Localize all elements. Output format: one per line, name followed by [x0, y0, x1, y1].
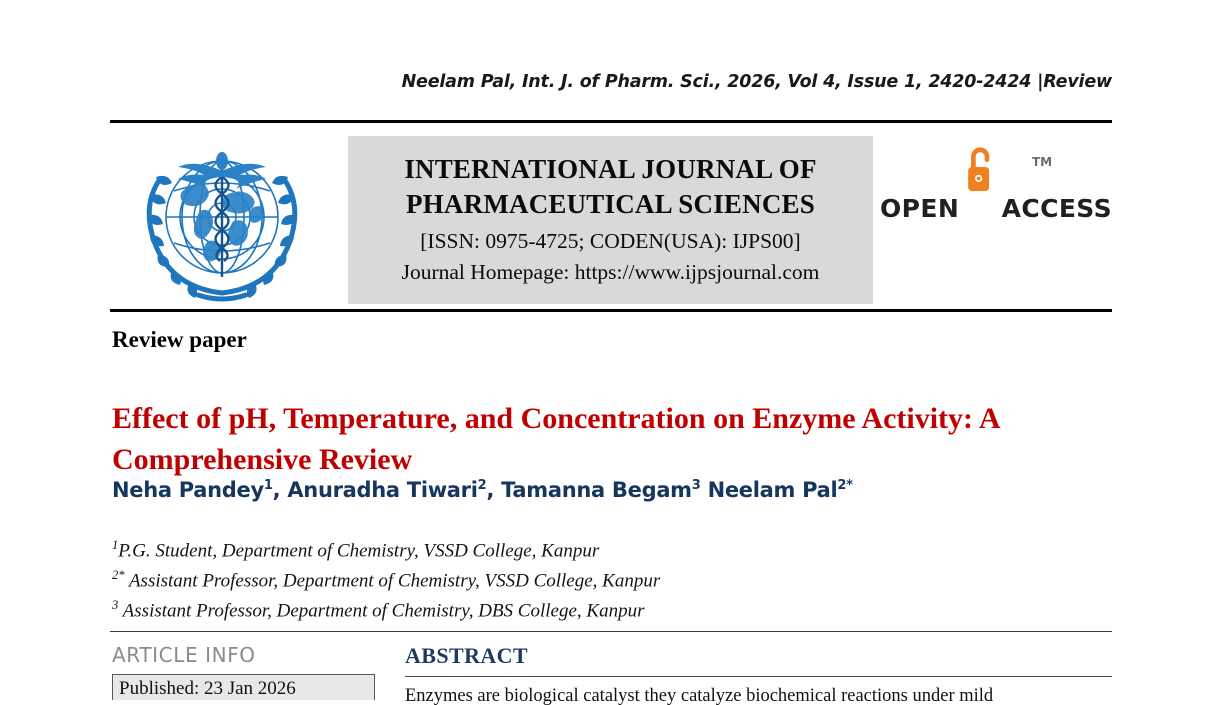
abstract-column	[405, 645, 1112, 705]
published-date: Published: 23 Jan 2026	[119, 678, 296, 699]
open-access-word-access: ACCESS	[1001, 193, 1112, 223]
abstract-heading: ABSTRACT	[405, 643, 529, 668]
abstract-text: Enzymes are biological catalyst they catalyze biochemical reactions under mild	[405, 686, 994, 705]
article-info-box	[112, 674, 375, 700]
trademark-icon: TM	[1032, 155, 1053, 169]
affiliation-marker: 2*	[112, 568, 125, 583]
author-name: Tamanna Begam	[501, 478, 692, 502]
author-affiliation-marker: 3	[691, 478, 701, 493]
paper-type-label: Review paper	[112, 327, 247, 352]
article-info-heading: ARTICLE INFO	[112, 643, 256, 667]
affiliation-line: $^{2*}$ Assistant Professor, Department of Chemistry, VSSD College, Kanpur	[112, 568, 661, 592]
open-access-word-open: OPEN	[880, 193, 960, 223]
journal-issn-line: [ISSN: 0975-4725; CODEN(USA): IJPS00]	[420, 228, 801, 253]
author-affiliation-marker: 2*	[837, 478, 853, 493]
journal-title-line-1: INTERNATIONAL JOURNAL OF	[404, 153, 817, 184]
who-globe-laurel-emblem	[122, 137, 322, 303]
open-access-logo	[880, 149, 1112, 257]
open-padlock-icon	[964, 144, 996, 240]
author-affiliation-marker: 1	[263, 478, 273, 493]
author-affiliation-marker: 2	[477, 478, 487, 493]
author-name: Anuradha Tiwari	[287, 478, 478, 502]
affiliation-marker: 3	[112, 598, 119, 613]
author-name: Neha Pandey	[112, 478, 264, 502]
affiliation-line: $^1$P.G. Student, Department of Chemistry, VSSD College, Kanpur	[112, 538, 600, 562]
journal-title-line-2: PHARMACEUTICAL SCIENCES	[406, 189, 815, 220]
abstract-divider	[405, 676, 1112, 677]
author-list: Neha Pandey$^1$, Anuradha Tiwari$^2$, Tamanna Begam$^3$ Neelam Pal$^{2*}$	[112, 478, 853, 502]
running-head: Neelam Pal, Int. J. of Pharm. Sci., 2026, Vol 4, Issue 1, 2420-2424 |Review	[401, 72, 1112, 92]
affiliation-list	[112, 536, 1092, 627]
journal-homepage-line: Journal Homepage: https://www.ijpsjournal.com	[401, 260, 820, 285]
journal-title-block	[348, 136, 873, 304]
masthead	[110, 133, 1112, 305]
affiliation-marker: 1	[112, 538, 119, 552]
page-title: Effect of pH, Temperature, and Concentration on Enzyme Activity: A Comprehensive Review	[112, 402, 999, 477]
masthead-bottom-rule	[110, 309, 1112, 312]
article-info-top-rule	[110, 631, 1112, 632]
author-name: Neelam Pal	[707, 478, 838, 502]
masthead-top-rule	[110, 120, 1112, 123]
affiliation-line: $^3$ Assistant Professor, Department of Chemistry, DBS College, Kanpur	[112, 598, 645, 622]
article-info-column	[112, 645, 377, 700]
